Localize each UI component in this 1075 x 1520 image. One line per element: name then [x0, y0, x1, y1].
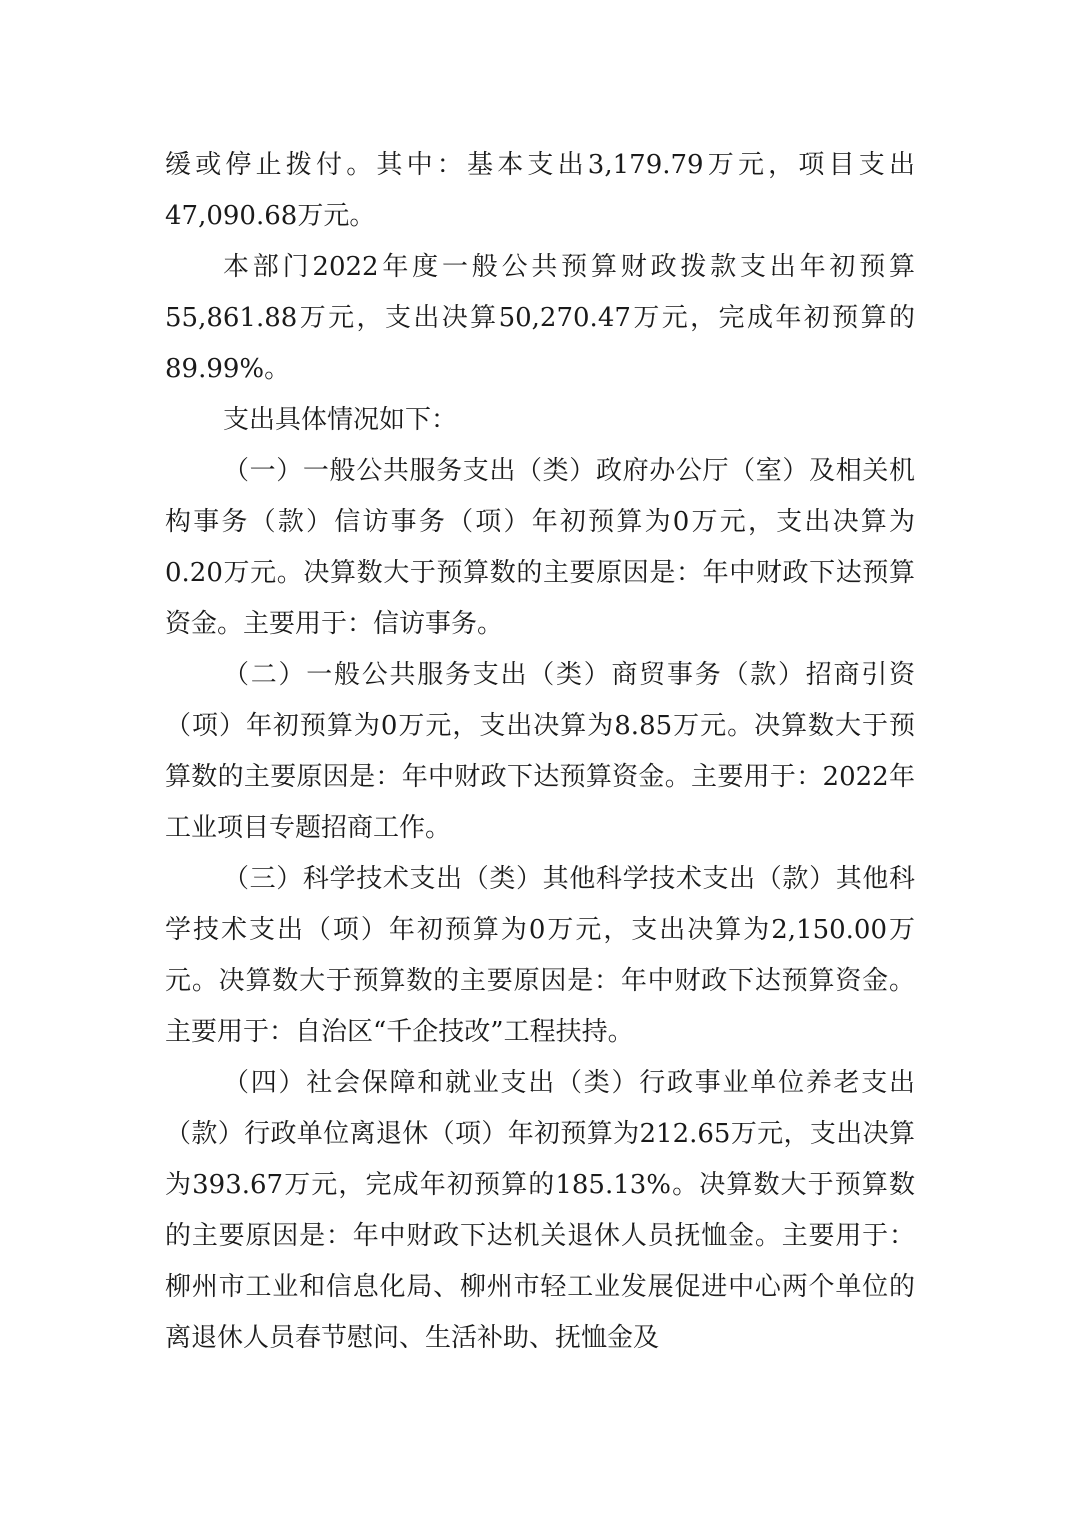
document-page	[165, 140, 915, 1364]
paragraph-item-4: （四）社会保障和就业支出（类）行政事业单位养老支出（款）行政单位离退休（项）年初预算为212.65万元，支出决算为393.67万元，完成年初预算的185.13%。决算数大于预算数的主要原因是：年中财政下达机关退休人员抚恤金。主要用于：柳州市工业和信息化局、柳州市轻工业发展促进中心两个单位的离退休人员春节慰问、生活补助、抚恤金及	[165, 1068, 915, 1353]
paragraph-details-intro: 支出具体情况如下：	[223, 405, 458, 435]
paragraph-item-3: （三）科学技术支出（类）其他科学技术支出（款）其他科学技术支出（项）年初预算为0万元，支出决算为2,150.00万元。决算数大于预算数的主要原因是：年中财政下达预算资金。主要用于：自治区“千企技改”工程扶持。	[165, 864, 915, 1047]
paragraph-item-1: （一）一般公共服务支出（类）政府办公厅（室）及相关机构事务（款）信访事务（项）年初预算为0万元，支出决算为0.20万元。决算数大于预算数的主要原因是：年中财政下达预算资金。主要用于：信访事务。	[165, 456, 915, 639]
paragraph-continuation: 缓或停止拨付。其中：基本支出3,179.79万元，项目支出47,090.68万元。	[165, 150, 915, 231]
paragraph-item-2: （二）一般公共服务支出（类）商贸事务（款）招商引资（项）年初预算为0万元，支出决算为8.85万元。决算数大于预算数的主要原因是：年中财政下达预算资金。主要用于：2022年工业项目专题招商工作。	[165, 660, 915, 843]
paragraph-budget-summary: 本部门2022年度一般公共预算财政拨款支出年初预算55,861.88万元，支出决算50,270.47万元，完成年初预算的89.99%。	[165, 252, 915, 384]
